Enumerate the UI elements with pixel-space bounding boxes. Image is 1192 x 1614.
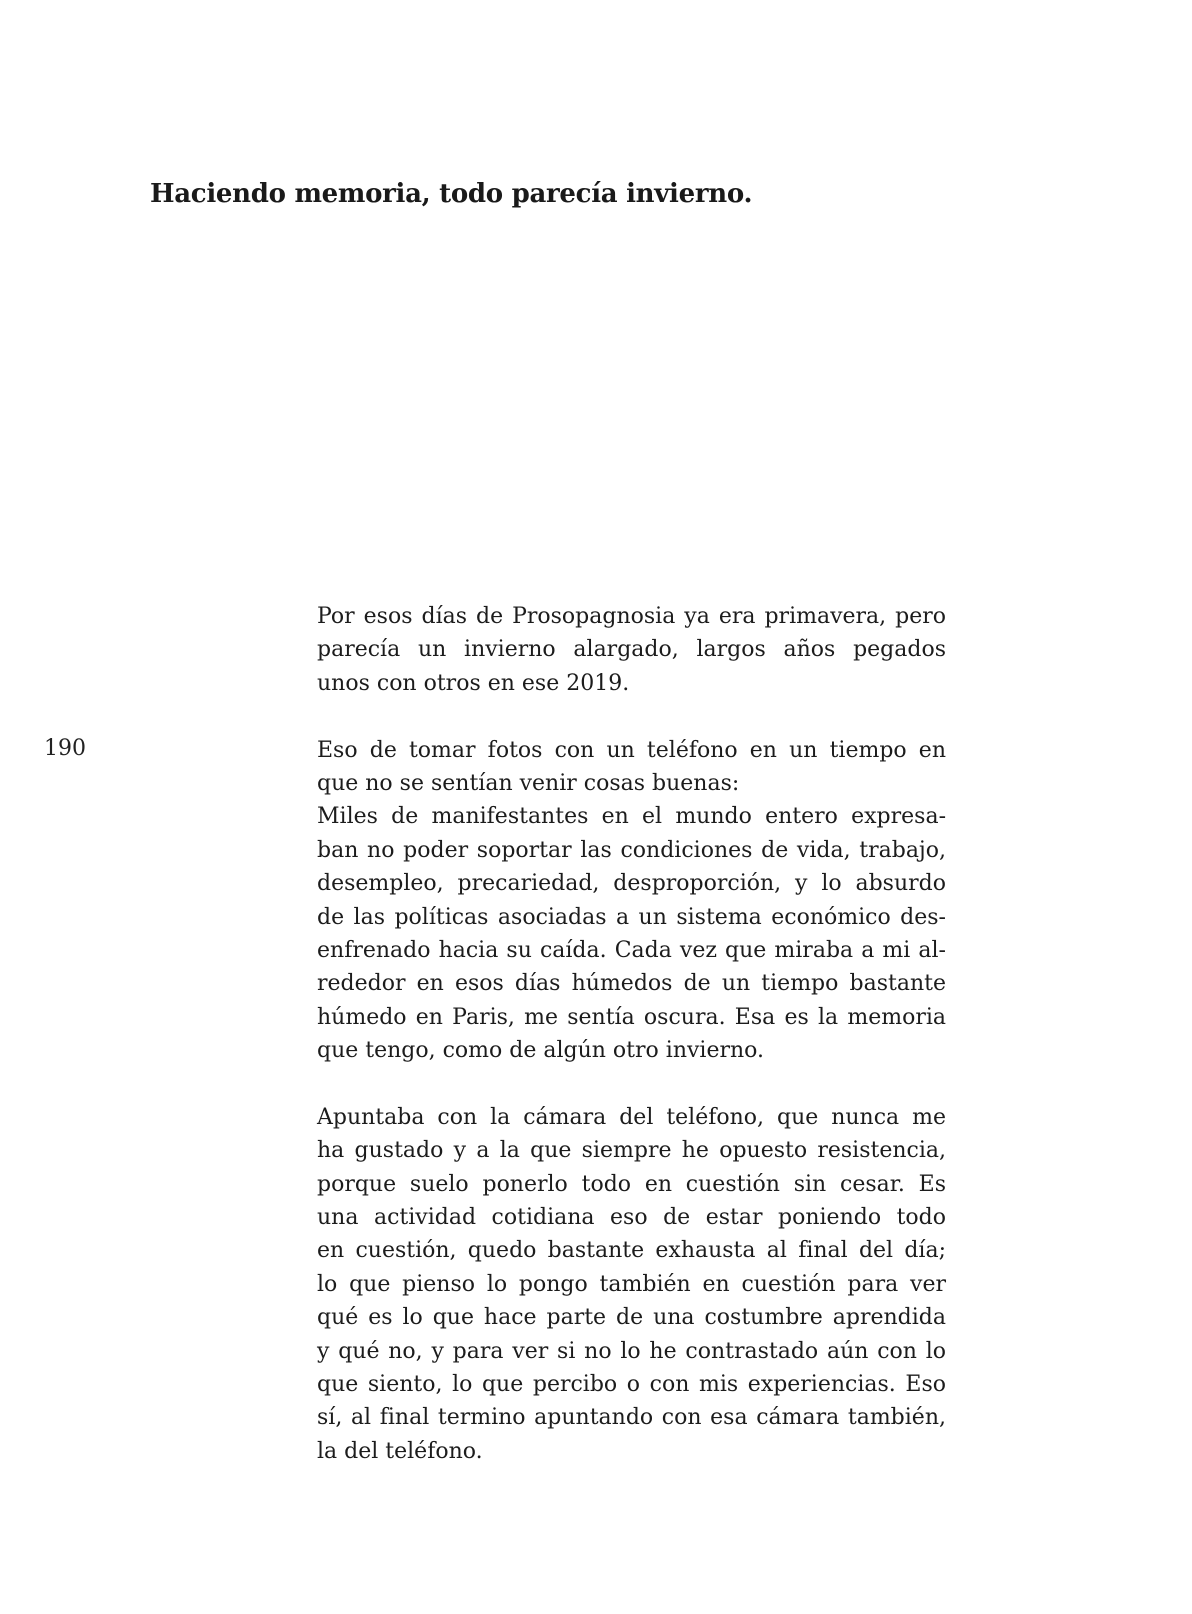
text-line: unos con otros en ese 2019.	[317, 670, 630, 696]
text-line: ban no poder soportar las condiciones de vida, trabajo,	[317, 837, 946, 863]
text-line: la del teléfono.	[317, 1438, 483, 1464]
text-line: parecía un invierno alargado, largos años pegados	[317, 637, 946, 663]
text-line: Miles de manifestantes en el mundo entero expresa-	[317, 804, 946, 830]
text-line: y qué no, y para ver si no lo he contrastado aún con lo	[317, 1338, 946, 1364]
paragraph	[317, 734, 946, 1068]
text-line: lo que pienso lo pongo también en cuestión para ver	[317, 1271, 946, 1297]
paragraph	[317, 1101, 946, 1468]
text-line: una actividad cotidiana eso de estar poniendo todo	[317, 1205, 946, 1231]
page-number: 190	[44, 736, 86, 761]
text-line: Apuntaba con la cámara del teléfono, que nunca me	[317, 1104, 946, 1130]
text-line: Eso de tomar fotos con un teléfono en un tiempo en	[317, 737, 946, 763]
text-line: de las políticas asociadas a un sistema económico des-	[317, 904, 946, 930]
text-line: que no se sentían venir cosas buenas:	[317, 770, 740, 796]
paragraph	[317, 600, 946, 700]
chapter-heading: Haciendo memoria, todo parecía invierno.	[150, 179, 753, 210]
text-line: Por esos días de Prosopagnosia ya era primavera, pero	[317, 604, 946, 629]
text-line: que tengo, como de algún otro invierno.	[317, 1038, 765, 1064]
text-line: en cuestión, quedo bastante exhausta al final del día;	[317, 1238, 946, 1264]
text-line: sí, al final termino apuntando con esa cámara también,	[317, 1405, 946, 1431]
text-line: húmedo en Paris, me sentía oscura. Esa es la memoria	[317, 1004, 946, 1030]
text-line: qué es lo que hace parte de una costumbre aprendida	[317, 1305, 946, 1331]
text-line: que siento, lo que percibo o con mis experiencias. Eso	[317, 1371, 946, 1397]
text-line: desempleo, precariedad, desproporción, y lo absurdo	[317, 871, 946, 897]
text-line: porque suelo ponerlo todo en cuestión sin cesar. Es	[317, 1171, 946, 1197]
text-line: rededor en esos días húmedos de un tiempo bastante	[317, 971, 946, 997]
text-column	[317, 600, 946, 1468]
text-line: enfrenado hacia su caída. Cada vez que miraba a mi al-	[317, 937, 946, 963]
text-line: ha gustado y a la que siempre he opuesto resistencia,	[317, 1138, 946, 1164]
